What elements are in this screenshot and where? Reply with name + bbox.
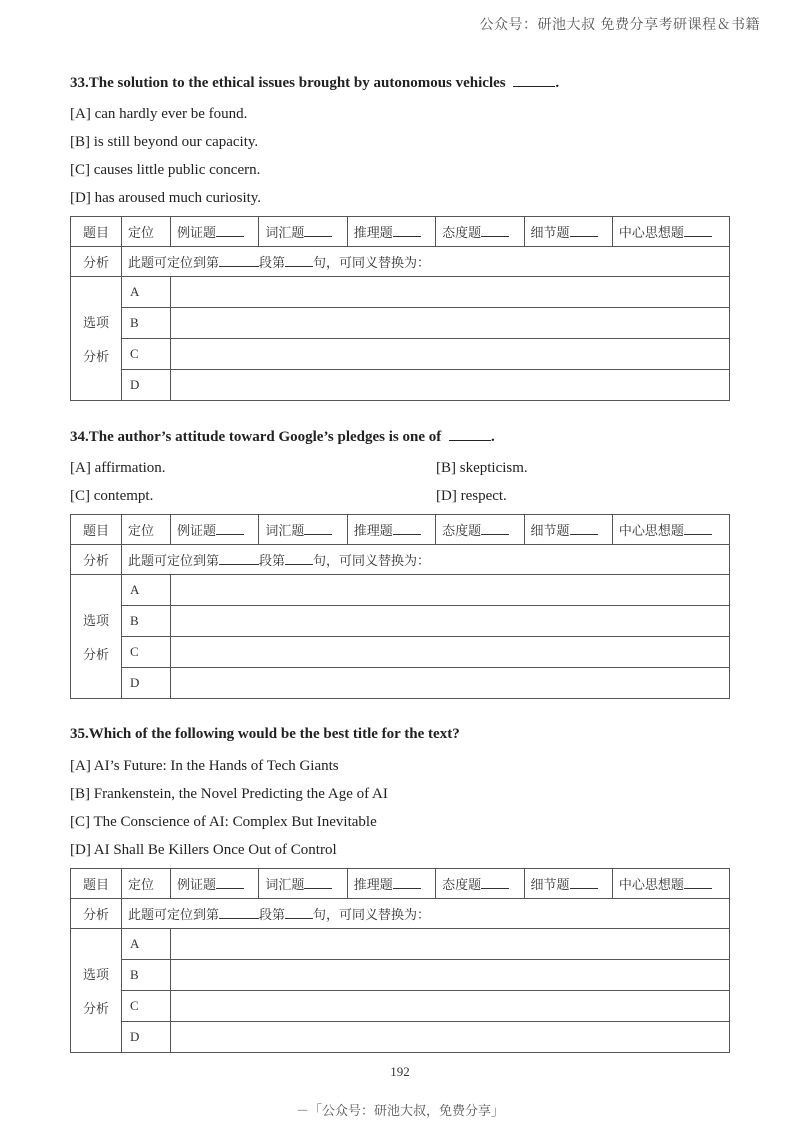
option-d: [D] respect. bbox=[436, 488, 507, 504]
option-d: [D] has aroused much curiosity. bbox=[70, 190, 262, 206]
option-b: [B] is still beyond our capacity. bbox=[70, 134, 259, 150]
question-end: . bbox=[491, 429, 495, 445]
locate-sentence: 此题可定位到第 段第 句，可同义替换为： bbox=[122, 899, 730, 929]
answer-cell bbox=[171, 668, 730, 699]
answer-cell bbox=[171, 575, 730, 606]
type-option: 词汇题 bbox=[259, 869, 347, 899]
option-a: [A] AI’s Future: In the Hands of Tech Giants bbox=[70, 758, 339, 774]
answer-cell bbox=[171, 960, 730, 991]
question-end: . bbox=[555, 75, 560, 91]
type-label: 题目 bbox=[71, 869, 122, 899]
analysis-table bbox=[70, 216, 730, 401]
type-label: 题目 bbox=[71, 515, 122, 545]
letter-cell: C bbox=[122, 339, 171, 370]
type-option: 推理题 bbox=[347, 515, 435, 545]
analysis-label: 分析 bbox=[71, 247, 122, 277]
question-text: 35.Which of the following would be the best title for the text? bbox=[70, 726, 460, 742]
type-option: 细节题 bbox=[524, 869, 612, 899]
option-b: [B] skepticism. bbox=[436, 460, 528, 476]
answer-cell bbox=[171, 991, 730, 1022]
page-header: 公众号：研池大叔 免费分享考研课程＆书籍 bbox=[479, 17, 760, 33]
page-number: 192 bbox=[390, 1064, 410, 1079]
locate-sentence: 此题可定位到第 段第 句，可同义替换为： bbox=[122, 545, 730, 575]
locate-cell: 定位 bbox=[122, 869, 171, 899]
option-a: [A] affirmation. bbox=[70, 460, 166, 476]
letter-cell: D bbox=[122, 370, 171, 401]
question-title bbox=[70, 72, 730, 92]
type-option: 中心思想题 bbox=[612, 869, 729, 899]
type-label: 题目 bbox=[71, 217, 122, 247]
answer-cell bbox=[171, 308, 730, 339]
option-analysis-label: 选项 分析 bbox=[71, 929, 122, 1053]
option-c: [C] The Conscience of AI: Complex But Inevitable bbox=[70, 814, 377, 830]
type-option: 态度题 bbox=[436, 869, 524, 899]
answer-cell bbox=[171, 637, 730, 668]
letter-cell: B bbox=[122, 606, 171, 637]
options-grid bbox=[70, 454, 730, 510]
locate-cell: 定位 bbox=[122, 515, 171, 545]
type-option: 细节题 bbox=[524, 217, 612, 247]
answer-cell bbox=[171, 277, 730, 308]
analysis-label: 分析 bbox=[71, 899, 122, 929]
locate-cell: 定位 bbox=[122, 217, 171, 247]
type-option: 推理题 bbox=[347, 217, 435, 247]
type-option: 词汇题 bbox=[259, 217, 347, 247]
type-option: 例证题 bbox=[171, 217, 259, 247]
option-d: [D] AI Shall Be Killers Once Out of Control bbox=[70, 842, 337, 858]
type-option: 推理题 bbox=[347, 869, 435, 899]
option-analysis-label: 选项 分析 bbox=[71, 277, 122, 401]
question-33 bbox=[70, 72, 730, 401]
answer-cell bbox=[171, 370, 730, 401]
question-title bbox=[70, 426, 730, 446]
answer-cell bbox=[171, 929, 730, 960]
type-option: 细节题 bbox=[524, 515, 612, 545]
answer-cell bbox=[171, 339, 730, 370]
question-title bbox=[70, 724, 730, 744]
type-option: 例证题 bbox=[171, 869, 259, 899]
option-c: [C] causes little public concern. bbox=[70, 162, 261, 178]
analysis-table bbox=[70, 514, 730, 699]
letter-cell: A bbox=[122, 575, 171, 606]
option-analysis-label: 选项 分析 bbox=[71, 575, 122, 699]
letter-cell: D bbox=[122, 1022, 171, 1053]
letter-cell: D bbox=[122, 668, 171, 699]
letter-cell: B bbox=[122, 960, 171, 991]
question-text: 34.The author’s attitude toward Google’s pledges is one of bbox=[70, 429, 442, 445]
type-option: 中心思想题 bbox=[612, 217, 729, 247]
type-option: 态度题 bbox=[436, 515, 524, 545]
letter-cell: C bbox=[122, 991, 171, 1022]
question-34 bbox=[70, 426, 730, 699]
option-a: [A] can hardly ever be found. bbox=[70, 106, 248, 122]
type-option: 词汇题 bbox=[259, 515, 347, 545]
letter-cell: A bbox=[122, 929, 171, 960]
answer-blank bbox=[513, 72, 555, 87]
option-c: [C] contempt. bbox=[70, 488, 154, 504]
answer-cell bbox=[171, 1022, 730, 1053]
analysis-label: 分析 bbox=[71, 545, 122, 575]
page-footer: －「公众号：研池大叔，免费分享」 bbox=[295, 1104, 504, 1119]
type-option: 态度题 bbox=[436, 217, 524, 247]
letter-cell: B bbox=[122, 308, 171, 339]
question-text: 33.The solution to the ethical issues brought by autonomous vehicles bbox=[70, 75, 506, 91]
question-35 bbox=[70, 724, 730, 1053]
letter-cell: A bbox=[122, 277, 171, 308]
type-option: 中心思想题 bbox=[612, 515, 729, 545]
option-b: [B] Frankenstein, the Novel Predicting the Age of AI bbox=[70, 786, 388, 802]
answer-cell bbox=[171, 606, 730, 637]
locate-sentence: 此题可定位到第 段第 句，可同义替换为： bbox=[122, 247, 730, 277]
analysis-table bbox=[70, 868, 730, 1053]
letter-cell: C bbox=[122, 637, 171, 668]
answer-blank bbox=[449, 426, 491, 441]
type-option: 例证题 bbox=[171, 515, 259, 545]
